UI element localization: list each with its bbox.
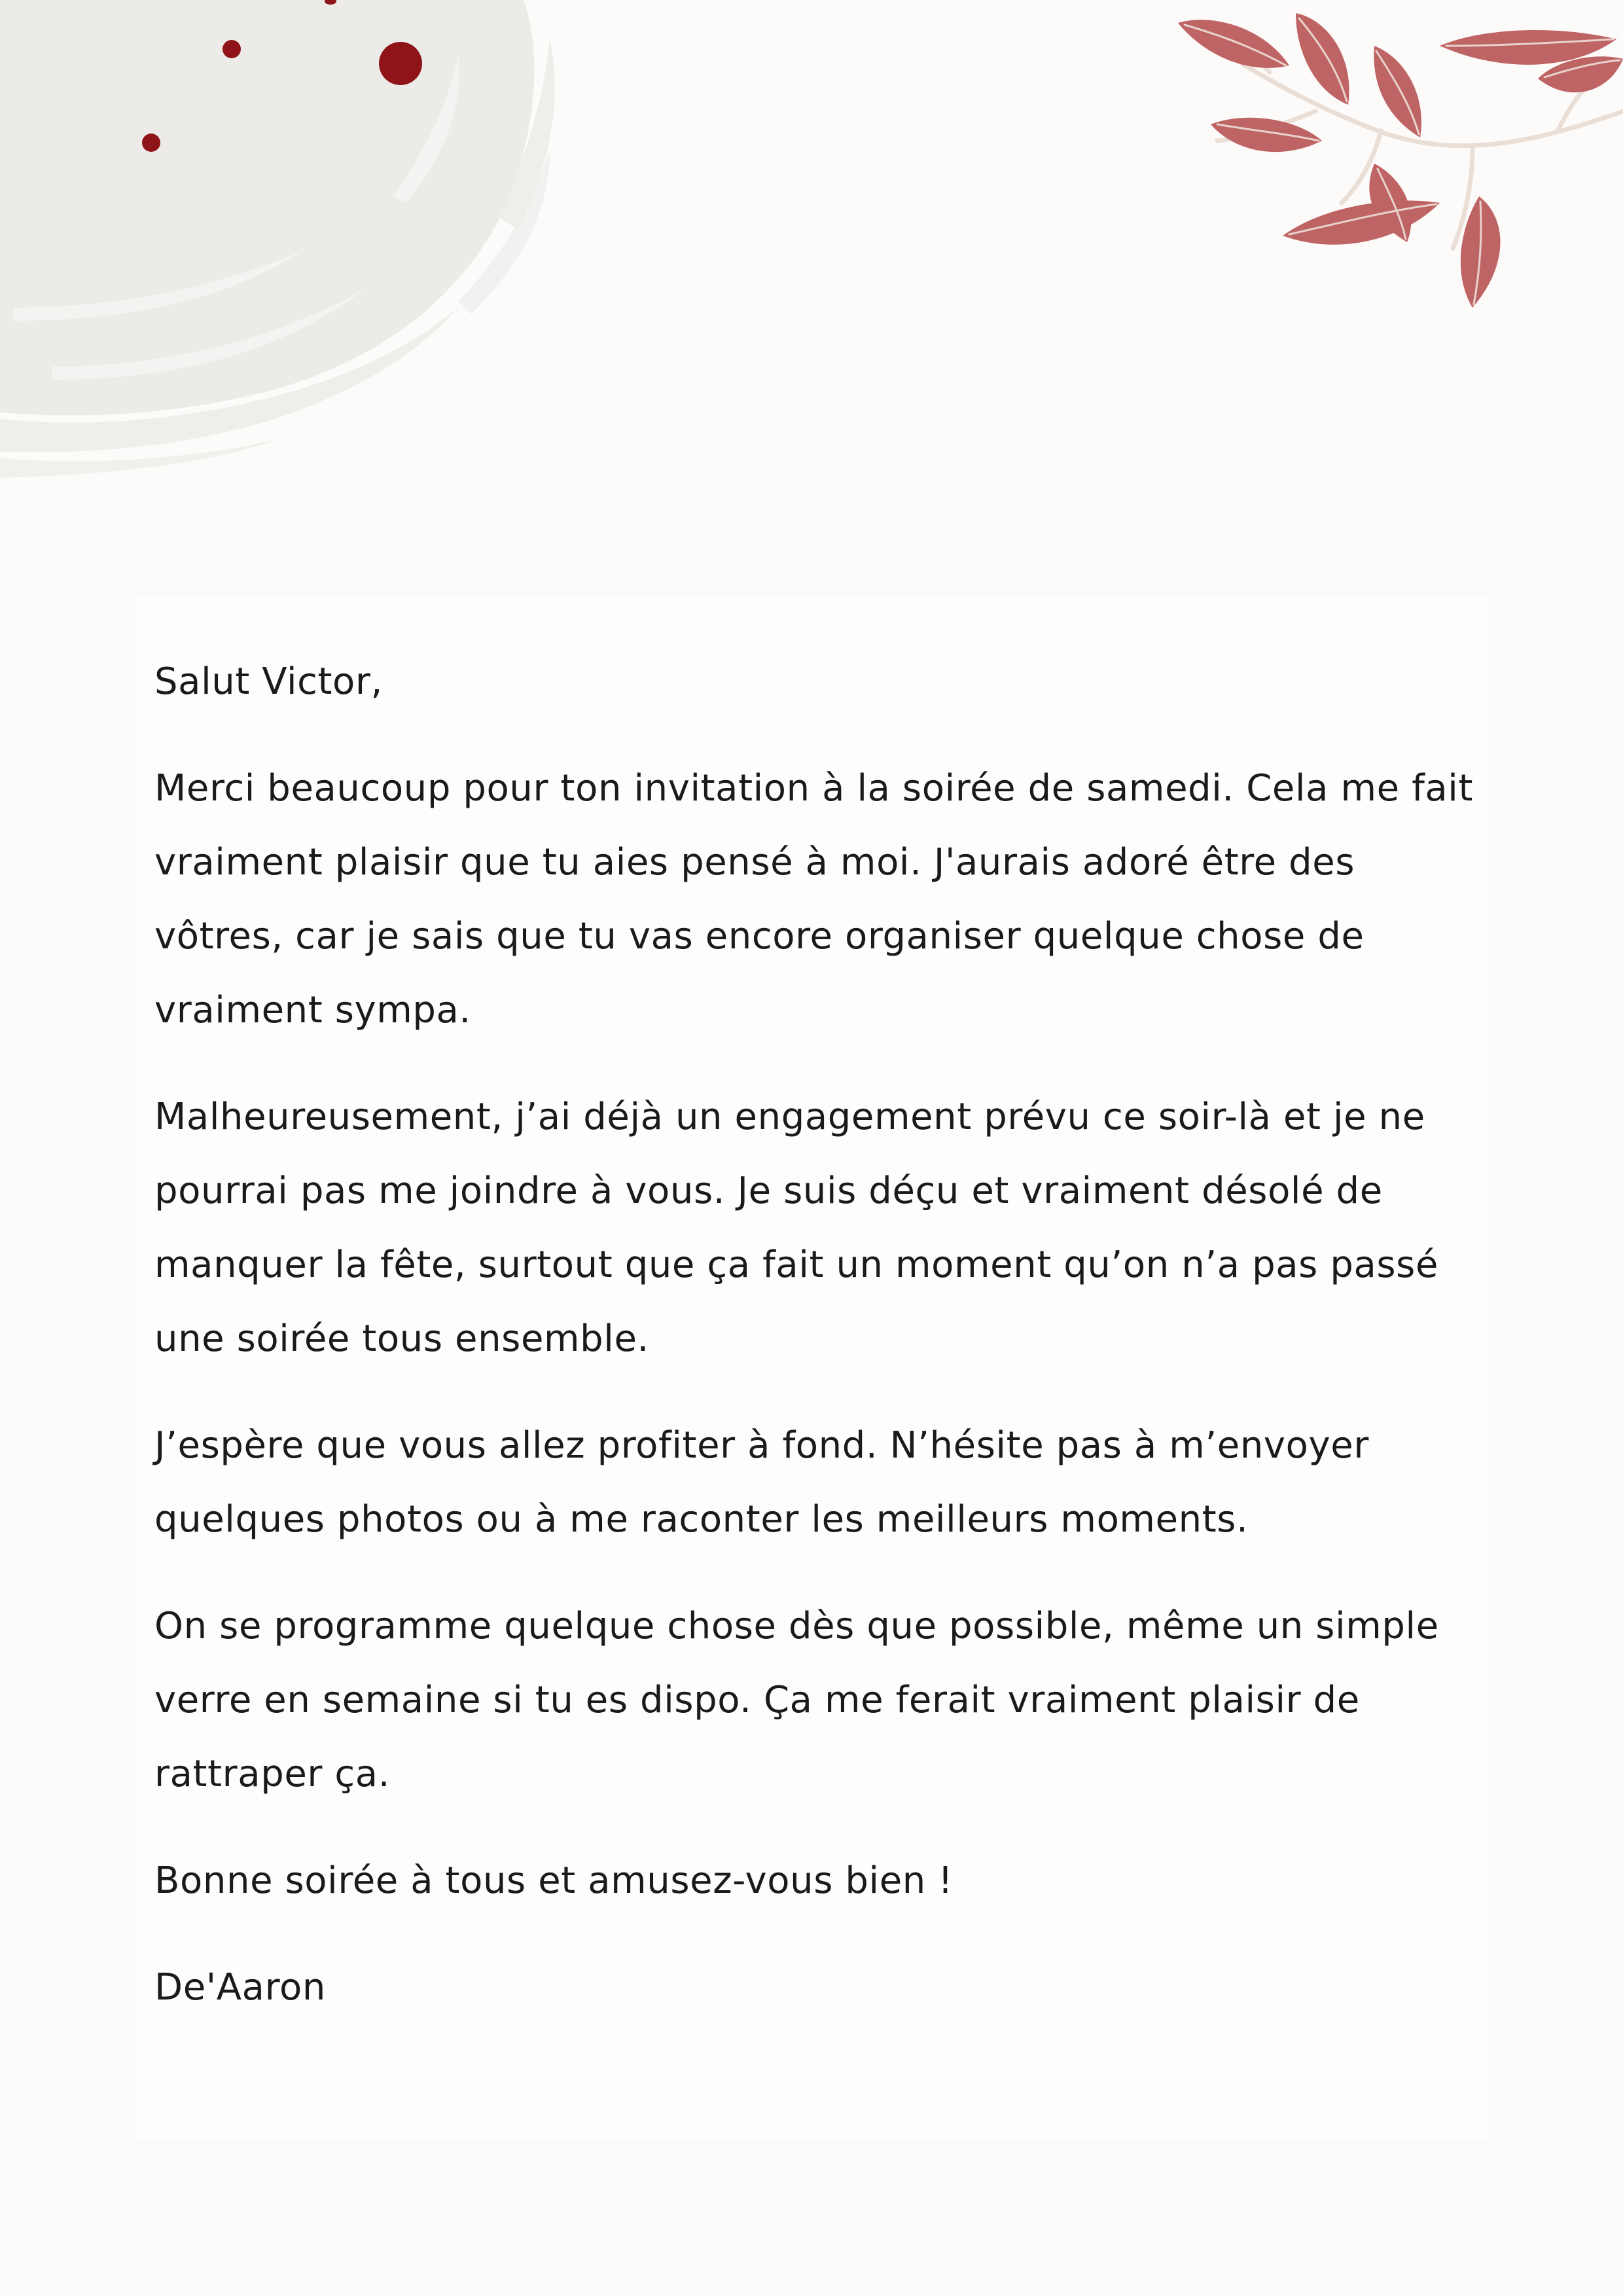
letter-closing: Bonne soirée à tous et amusez-vous bien ! (154, 1859, 954, 1902)
letter-greeting: Salut Victor, (154, 660, 383, 703)
leaf-branch-decoration (1165, 0, 1623, 321)
letter-paragraph: Merci beaucoup pour ton invitation à la soirée de samedi. Cela me fait vraiment plaisir que tu aies pensé à moi. J'aurais adoré être des vôtres, car je sais que tu vas encore organiser quelque chose de vraiment sympa. (154, 767, 1474, 1031)
leaf (1296, 13, 1349, 105)
letter-body (154, 645, 1476, 2057)
leaf (1211, 118, 1322, 152)
red-dot-small (142, 134, 160, 152)
red-dot-small (223, 40, 241, 58)
letter-paragraph: On se programme quelque chose dès que possible, même un simple verre en semaine si tu es dispo. Ça me ferait vraiment plaisir de rattraper ça. (154, 1605, 1439, 1795)
letter-signature: De'Aaron (154, 1966, 326, 2009)
red-dot-large (379, 42, 422, 85)
letter-paragraph: Malheureusement, j’ai déjà un engagement prévu ce soir-là et je ne pourrai pas me joindre à vous. Je suis déçu et vraiment désolé de manquer la fête, surtout que ça fait un moment qu’on n’a pas passé une soirée tous ensemble. (154, 1096, 1439, 1360)
letter-paragraph: J’espère que vous allez profiter à fond. N’hésite pas à m’envoyer quelques photos ou à me raconter les meilleurs moments. (154, 1424, 1369, 1541)
brush-stroke-decoration (0, 0, 576, 484)
